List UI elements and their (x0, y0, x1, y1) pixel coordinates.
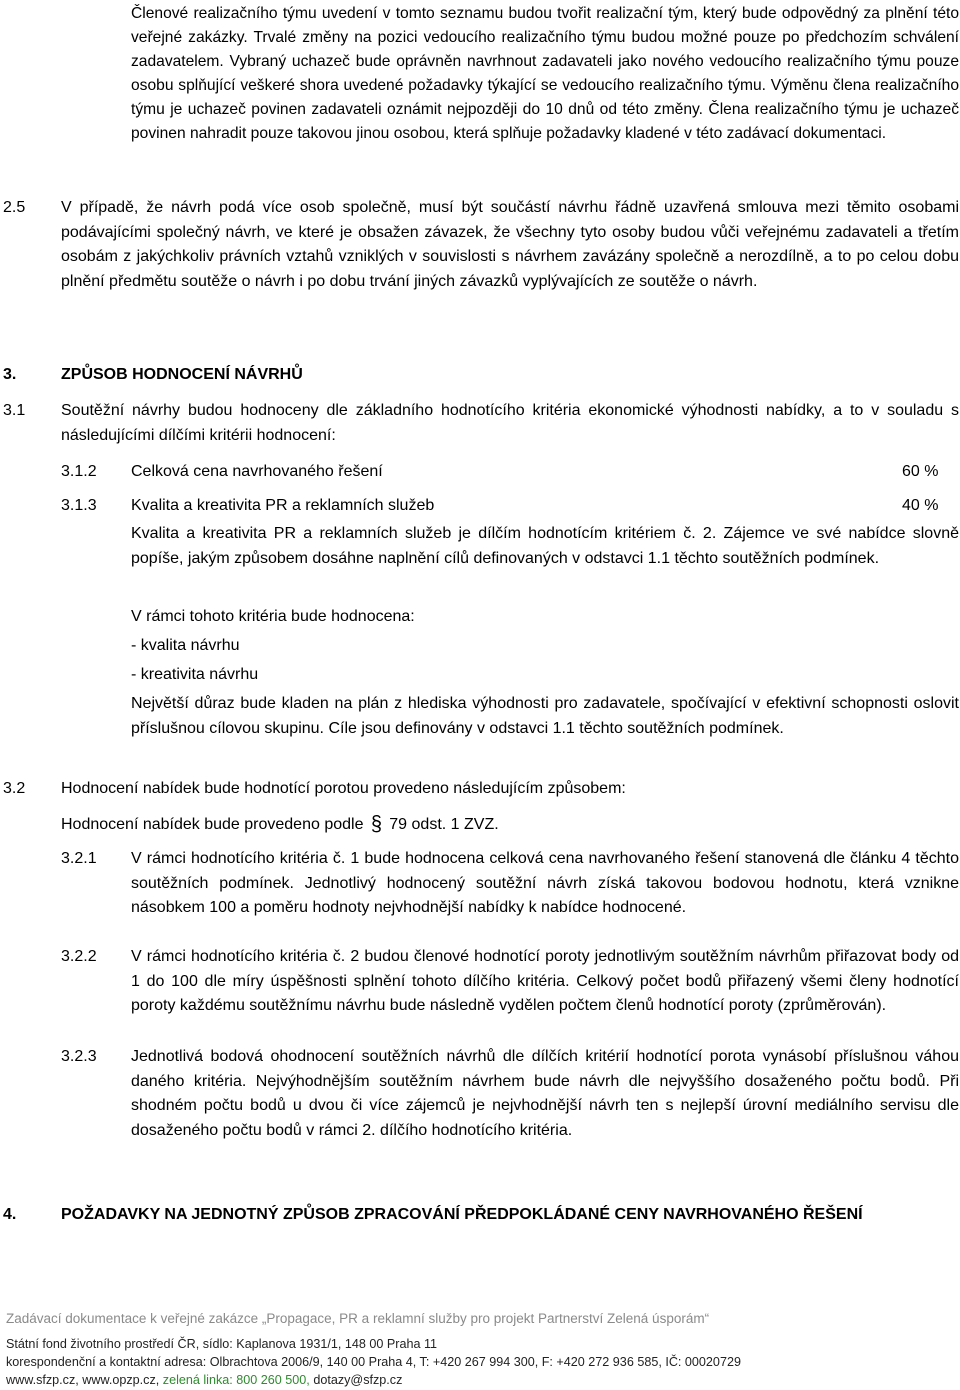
footer-green-line: zelená linka: 800 260 500, (162, 1373, 310, 1387)
section-number: 3.1 (3, 402, 26, 419)
section-heading: POŽADAVKY NA JEDNOTNÝ ZPŮSOB ZPRACOVÁNÍ PŘEDPOKLÁDANÉ CENY NAVRHOVANÉHO ŘEŠENÍ (61, 1206, 863, 1223)
criterion-weight: 40 % (902, 497, 939, 514)
section-number: 4. (3, 1206, 17, 1223)
criterion-label: Celková cena navrhovaného řešení (131, 463, 383, 480)
team-paragraph: Členové realizačního týmu uvedení v tomto seznamu budou tvořit realizační tým, který bude odpovědný za plnění této veřejné zakázky. Trvalé změny na pozici vedoucího realizačního týmu budou možné pouze po předchozím schválení zadavatelem. Vybraný uchazeč bude oprávněn navrhnout zadavateli jako nového vedoucího realizačního týmu pouze osobu splňující veškeré shora uvedené požadavky týkající se vedoucího realizačního týmu. Výměnu člena realizačního týmu je uchazeč povinen zadavateli oznámit nejpozději do 10 dnů od této změny. Člena realizačního týmu je uchazeč povinen nahradit pouze takovou jinou osobou, která splňuje požadavky kladené v této zadávací dokumentaci. (131, 5, 959, 142)
criterion-weight: 60 % (902, 463, 939, 480)
section-heading: ZPŮSOB HODNOCENÍ NÁVRHŮ (61, 366, 303, 383)
criterion-emphasis: Největší důraz bude kladen na plán z hlediska výhodnosti pro zadavatele, spočívající v efektivní schopnosti oslovit příslušnou cílovou skupinu. Cíle jsou definovány v odstavci 1.1 těchto soutěžních podmínek. (131, 695, 959, 737)
section-sign: § (370, 812, 382, 836)
subsection-number: 3.2.3 (61, 1048, 97, 1065)
footer-document-title: Zadávací dokumentace k veřejné zakázce „Propagace, PR a reklamní služby pro projekt Partnerství Zelená úsporám“ (6, 1311, 710, 1326)
subsection-number: 3.1.3 (61, 497, 97, 514)
criterion-item: - kvalita návrhu (131, 637, 240, 654)
subsection-number: 3.1.2 (61, 463, 97, 480)
law-reference (61, 813, 499, 838)
subsection-number: 3.2.1 (61, 850, 97, 867)
criterion1-method: V rámci hodnotícího kritéria č. 1 bude hodnocena celková cena navrhovaného řešení stanovená dle článku 4 těchto soutěžních podmínek. Jednotlivý hodnocený soutěžní návrh získá takovou bodovou hodnotu, která vznikne násobkem 100 a poměru hodnoty nejvhodnější nabídky k nabídce hodnocené. (131, 850, 959, 916)
footer-links (6, 1373, 402, 1387)
evaluation-paragraph: Soutěžní návrhy budou hodnoceny dle základního hodnotícího kritéria ekonomické výhodnosti nabídky, a to v souladu s následujícími dílčími kritérii hodnocení: (61, 402, 959, 444)
criterion2-method: V rámci hodnotícího kritéria č. 2 budou členové hodnotící poroty jednotlivým soutěžním návrhům přiřazovat body od 1 do 100 dle míry úspěšnosti splnění tohoto dílčího kritéria. Celkový počet bodů přiřazený všemi členy hodnotící poroty každému soutěžnímu návrhu bude následně vydělen počtem členů hodnotící poroty (zprůměrován). (131, 948, 959, 1014)
law-prefix: Hodnocení nabídek bude provedeno podle (61, 816, 364, 833)
criterion-item: - kreativita návrhu (131, 666, 259, 683)
subsection-number: 3.2.2 (61, 948, 97, 965)
footer-fund-address: Státní fond životního prostředí ČR, sídlo: Kaplanova 1931/1, 148 00 Praha 11 (6, 1337, 438, 1351)
section-number: 2.5 (3, 199, 26, 216)
footer-websites[interactable]: www.sfzp.cz, www.opzp.cz, (6, 1373, 160, 1387)
final-scoring-method: Jednotlivá bodová ohodnocení soutěžních návrhů dle dílčích kritérií hodnotící porota vynásobí příslušnou váhou daného kritéria. Nejvýhodnějším soutěžním návrhem bude návrh dle nejvyššího dosaženého počtu bodů. Při shodném počtu bodů u dvou či více zájemců je nejvhodnější návrh ten s nejlepší úrovní mediálního servisu dle dosaženého počtu bodů v rámci 2. dílčího hodnotícího kritéria. (131, 1048, 959, 1139)
footer-email[interactable]: dotazy@sfzp.cz (313, 1373, 403, 1387)
footer-contact-address: korespondenční a kontaktní adresa: Olbrachtova 2006/9, 140 00 Praha 4, T: +420 267 994 300, F: +420 272 936 585, IČ: 00020729 (6, 1355, 741, 1369)
method-paragraph: Hodnocení nabídek bude hodnotící porotou provedeno následujícím způsobem: (61, 780, 626, 797)
law-suffix: 79 odst. 1 ZVZ. (389, 816, 499, 833)
criterion-intro: V rámci tohoto kritéria bude hodnocena: (131, 608, 415, 625)
section-number: 3. (3, 366, 17, 383)
criterion-description: Kvalita a kreativita PR a reklamních služeb je dílčím hodnotícím kritériem č. 2. Zájemce ve své nabídce slovně popíše, jakým způsobem dosáhne naplnění cílů definovaných v odstavci 1.1 těchto soutěžních podmínek. (131, 525, 959, 567)
section-number: 3.2 (3, 780, 26, 797)
criterion-label: Kvalita a kreativita PR a reklamních služeb (131, 497, 435, 514)
joint-bid-paragraph: V případě, že návrh podá více osob společně, musí být součástí návrhu řádně uzavřená smlouva mezi těmito osobami podávajícími společný návrh, ve které je obsažen závazek, že všechny tyto osoby budou vůči veřejnému zadavateli a třetím osobám z jakýchkoliv právních vztahů vzniklých v souvislosti s návrhem zavázány společně a nerozdílně, a to po celou dobu plnění předmětu soutěže o návrh i po dobu trvání jiných závazků vyplývajících ze soutěže o návrh. (61, 199, 959, 290)
